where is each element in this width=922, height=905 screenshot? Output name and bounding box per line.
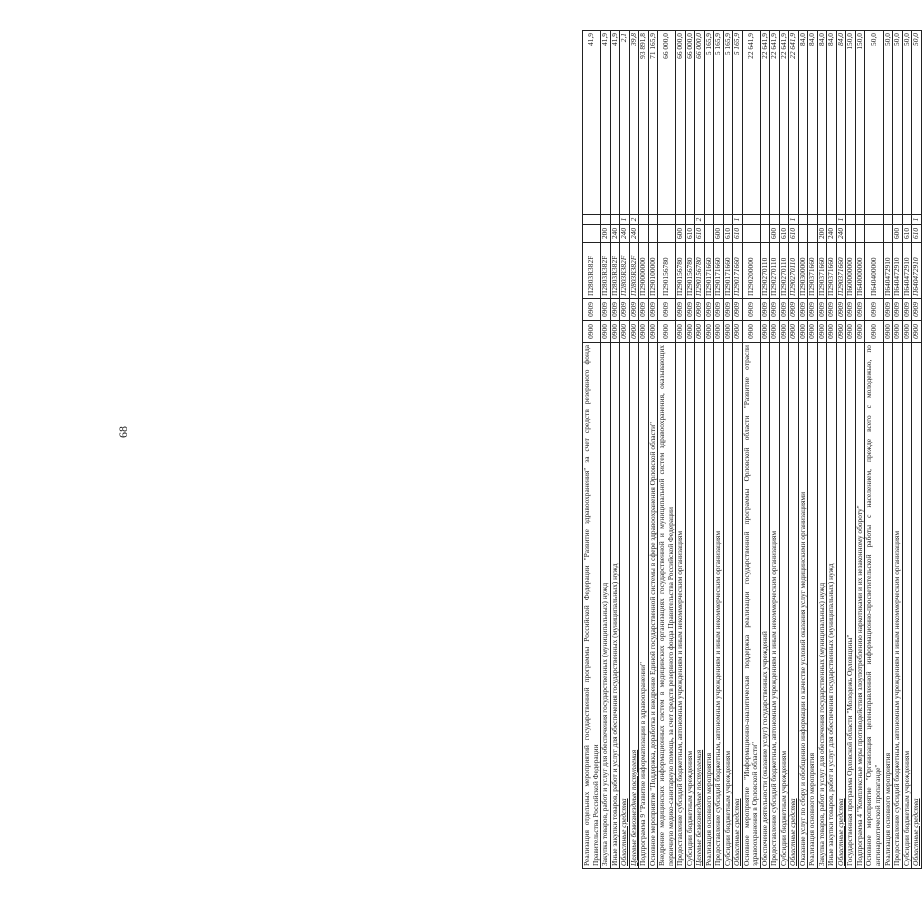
target-article-code: П640472910 (902, 243, 912, 299)
row-name: Субсидии бюджетным учреждениям (779, 343, 789, 869)
section-code: 0909 (789, 299, 799, 321)
page-number: 68 (116, 426, 130, 438)
grbs-code: 0900 (685, 321, 695, 343)
amount: 84,0 (817, 31, 827, 215)
row-name: Государственная программа Орловской области "Молодежь Орловщины" (846, 343, 856, 869)
amount: 22 641,9 (742, 31, 760, 215)
target-article-code: П290270110 (789, 243, 799, 299)
grbs-code: 0900 (846, 321, 856, 343)
amount: 2,1 (620, 31, 630, 215)
amount: 22 641,9 (760, 31, 770, 215)
row-name: Иные закупки товаров, работ и услуг для обеспечения государственных (муниципальных) нужд (610, 343, 620, 869)
target-article-code: П290200000 (742, 243, 760, 299)
grbs-code: 0900 (733, 321, 743, 343)
grbs-code: 0900 (827, 321, 837, 343)
target-article-code: П290156780 (658, 243, 676, 299)
row-name: Субсидии бюджетным учреждениям (685, 343, 695, 869)
target-article-code: П290156780 (695, 243, 705, 299)
funding-source-code (601, 215, 611, 225)
amount: 22 641,9 (779, 31, 789, 215)
funding-source-code (770, 215, 780, 225)
grbs-code: 0900 (714, 321, 724, 343)
target-article-code: П2803R382F (620, 243, 630, 299)
table-row (695, 31, 705, 869)
target-article-code: П600000000 (846, 243, 856, 299)
expense-type-code: 610 (912, 225, 922, 243)
funding-source-code (827, 215, 837, 225)
target-article-code: П640472910 (893, 243, 903, 299)
expense-type-code: 240 (836, 225, 846, 243)
row-name: Основное мероприятие "Поддержка, доработка и внедрение Единой государственной системы в сфере здравоохранения Орловской области" (648, 343, 658, 869)
grbs-code: 0900 (723, 321, 733, 343)
section-code: 0909 (827, 299, 837, 321)
funding-source-code (817, 215, 827, 225)
grbs-code: 0900 (912, 321, 922, 343)
target-article-code: П2803R382F (601, 243, 611, 299)
row-name: Областные средства (836, 343, 846, 869)
section-code: 0909 (817, 299, 827, 321)
amount: 93 891,8 (639, 31, 649, 215)
section-code: 0909 (610, 299, 620, 321)
table-row (808, 31, 818, 869)
grbs-code: 0900 (760, 321, 770, 343)
target-article-code: П290371660 (836, 243, 846, 299)
section-code: 0909 (865, 299, 883, 321)
row-name: Целевые безвозмездные поступления (629, 343, 639, 869)
amount: 5 165,9 (704, 31, 714, 215)
expense-type-code (639, 225, 649, 243)
funding-source-code (648, 215, 658, 225)
grbs-code: 0900 (798, 321, 808, 343)
section-code: 0909 (583, 299, 601, 321)
table-row (912, 31, 922, 869)
amount: 50,0 (865, 31, 883, 215)
table-row (583, 31, 601, 869)
row-name: Предоставление субсидий бюджетным, автономным учреждениям и иным некоммерческим организациям (676, 343, 686, 869)
row-name: Иные закупки товаров, работ и услуг для обеспечения государственных (муниципальных) нужд (827, 343, 837, 869)
funding-source-code: 1 (912, 215, 922, 225)
funding-source-code: 1 (620, 215, 630, 225)
grbs-code: 0900 (808, 321, 818, 343)
row-name: Областные средства (912, 343, 922, 869)
row-name: Предоставление субсидий бюджетным, автономным учреждениям и иным некоммерческим организациям (893, 343, 903, 869)
expense-type-code: 200 (817, 225, 827, 243)
section-code: 0909 (902, 299, 912, 321)
section-code: 0909 (685, 299, 695, 321)
target-article-code: П2803R382F (583, 243, 601, 299)
amount: 66 000,0 (658, 31, 676, 215)
table-row (610, 31, 620, 869)
funding-source-code (846, 215, 856, 225)
table-row (639, 31, 649, 869)
table-row (676, 31, 686, 869)
grbs-code: 0900 (902, 321, 912, 343)
expense-type-code (846, 225, 856, 243)
expense-type-code: 610 (695, 225, 705, 243)
expense-type-code (583, 225, 601, 243)
section-code: 0909 (760, 299, 770, 321)
grbs-code: 0900 (855, 321, 865, 343)
row-name: Реализация основного мероприятия (704, 343, 714, 869)
grbs-code: 0900 (770, 321, 780, 343)
funding-source-code (658, 215, 676, 225)
expense-type-code: 610 (779, 225, 789, 243)
expense-type-code (658, 225, 676, 243)
expense-type-code: 240 (610, 225, 620, 243)
amount: 50,0 (893, 31, 903, 215)
section-code: 0909 (639, 299, 649, 321)
section-code: 0909 (883, 299, 893, 321)
expense-type-code (808, 225, 818, 243)
funding-source-code (883, 215, 893, 225)
row-name: Обеспечение деятельности (оказание услуг) государственных учреждений (760, 343, 770, 869)
table-row (798, 31, 808, 869)
table-row (893, 31, 903, 869)
section-code: 0909 (695, 299, 705, 321)
table-body (583, 31, 922, 869)
target-article-code: П290171660 (723, 243, 733, 299)
amount: 71 165,9 (648, 31, 658, 215)
amount: 84,0 (808, 31, 818, 215)
expense-type-code: 240 (827, 225, 837, 243)
row-name: Субсидии бюджетным учреждениям (902, 343, 912, 869)
grbs-code: 0900 (676, 321, 686, 343)
amount: 66 000,0 (685, 31, 695, 215)
target-article-code: П290300000 (798, 243, 808, 299)
amount: 50,0 (902, 31, 912, 215)
amount: 5 165,9 (733, 31, 743, 215)
target-article-code: П640472910 (912, 243, 922, 299)
expense-type-code (648, 225, 658, 243)
amount: 84,0 (836, 31, 846, 215)
grbs-code: 0900 (742, 321, 760, 343)
amount: 50,0 (883, 31, 893, 215)
section-code: 0909 (846, 299, 856, 321)
expense-type-code: 600 (676, 225, 686, 243)
target-article-code: П290371660 (827, 243, 837, 299)
section-code: 0909 (629, 299, 639, 321)
amount: 5 165,9 (714, 31, 724, 215)
grbs-code: 0900 (779, 321, 789, 343)
funding-source-code (760, 215, 770, 225)
target-article-code: П290270110 (779, 243, 789, 299)
target-article-code: П2803R382F (629, 243, 639, 299)
table-row (779, 31, 789, 869)
section-code: 0909 (855, 299, 865, 321)
table-row (902, 31, 912, 869)
funding-source-code: 2 (695, 215, 705, 225)
expense-type-code: 240 (620, 225, 630, 243)
expense-type-code: 600 (893, 225, 903, 243)
table-row (827, 31, 837, 869)
funding-source-code: 1 (733, 215, 743, 225)
row-name: Реализация основного мероприятия (808, 343, 818, 869)
expense-type-code (742, 225, 760, 243)
funding-source-code: 1 (789, 215, 799, 225)
funding-source-code (704, 215, 714, 225)
funding-source-code (583, 215, 601, 225)
section-code: 0909 (658, 299, 676, 321)
expense-type-code: 600 (714, 225, 724, 243)
amount: 150,0 (846, 31, 856, 215)
expense-type-code (865, 225, 883, 243)
table-row (685, 31, 695, 869)
row-name: Областные средства (620, 343, 630, 869)
target-article-code: П290000000 (639, 243, 649, 299)
expense-type-code: 610 (685, 225, 695, 243)
grbs-code: 0900 (648, 321, 658, 343)
target-article-code: П290371660 (817, 243, 827, 299)
target-article-code: П290171660 (714, 243, 724, 299)
amount: 41,9 (583, 31, 601, 215)
row-name: Основное мероприятие "Организация целенаправленной информационно-просветительской работы с населением, прежде всего с молодежью, по антинаркотической пропаганде" (865, 343, 883, 869)
amount: 39,8 (629, 31, 639, 215)
grbs-code: 0900 (620, 321, 630, 343)
amount: 84,0 (827, 31, 837, 215)
amount: 84,0 (798, 31, 808, 215)
funding-source-code (639, 215, 649, 225)
section-code: 0909 (798, 299, 808, 321)
row-name: Субсидии бюджетным учреждениям (723, 343, 733, 869)
row-name: Оказание услуг по сбору и обобщению информации о качестве условий оказания услуг медицинскими организациями (798, 343, 808, 869)
section-code: 0909 (620, 299, 630, 321)
target-article-code: П290270110 (760, 243, 770, 299)
grbs-code: 0900 (658, 321, 676, 343)
row-name: Внедрение медицинских информационных систем в медицинских организациях государственной и муниципальной систем здравоохранения, оказывающих первичную медико-санитарную помощь, за счет средств резервного фонда Правительства Российской Федерации (658, 343, 676, 869)
grbs-code: 0900 (893, 321, 903, 343)
target-article-code: П290100000 (648, 243, 658, 299)
section-code: 0909 (808, 299, 818, 321)
row-name: Закупка товаров, работ и услуг для обеспечения государственных (муниципальных) нужд (817, 343, 827, 869)
budget-table (582, 30, 922, 869)
rotated-page (582, 30, 922, 869)
funding-source-code (865, 215, 883, 225)
row-name: Целевые безвозмездные поступления (695, 343, 705, 869)
target-article-code: П290371660 (808, 243, 818, 299)
section-code: 0909 (912, 299, 922, 321)
target-article-code: П290171660 (733, 243, 743, 299)
amount: 66 000,0 (695, 31, 705, 215)
row-name: Областные средства (789, 343, 799, 869)
row-name: Предоставление субсидий бюджетным, автономным учреждениям и иным некоммерческим организациям (714, 343, 724, 869)
funding-source-code: 2 (629, 215, 639, 225)
target-article-code: П290156780 (685, 243, 695, 299)
funding-source-code (855, 215, 865, 225)
expense-type-code: 610 (733, 225, 743, 243)
amount: 50,0 (912, 31, 922, 215)
table-row (865, 31, 883, 869)
table-row (789, 31, 799, 869)
amount: 5 165,9 (723, 31, 733, 215)
grbs-code: 0900 (639, 321, 649, 343)
amount: 41,9 (610, 31, 620, 215)
row-name: Закупка товаров, работ и услуг для обеспечения государственных (муниципальных) нужд (601, 343, 611, 869)
target-article-code: П640000000 (855, 243, 865, 299)
amount: 22 641,9 (789, 31, 799, 215)
table-row (714, 31, 724, 869)
grbs-code: 0900 (836, 321, 846, 343)
target-article-code: П290270110 (770, 243, 780, 299)
expense-type-code: 240 (629, 225, 639, 243)
grbs-code: 0900 (629, 321, 639, 343)
grbs-code: 0900 (704, 321, 714, 343)
grbs-code: 0900 (789, 321, 799, 343)
funding-source-code (742, 215, 760, 225)
section-code: 0909 (648, 299, 658, 321)
grbs-code: 0900 (601, 321, 611, 343)
target-article-code: П290156780 (676, 243, 686, 299)
section-code: 0909 (770, 299, 780, 321)
table-row (658, 31, 676, 869)
row-name: Предоставление субсидий бюджетным, автономным учреждениям и иным некоммерческим организациям (770, 343, 780, 869)
section-code: 0909 (742, 299, 760, 321)
table-row (601, 31, 611, 869)
section-code: 0909 (779, 299, 789, 321)
amount: 41,9 (601, 31, 611, 215)
table-row (733, 31, 743, 869)
grbs-code: 0900 (883, 321, 893, 343)
table-row (742, 31, 760, 869)
row-name: Областные средства (733, 343, 743, 869)
amount: 22 641,9 (770, 31, 780, 215)
funding-source-code (676, 215, 686, 225)
section-code: 0909 (676, 299, 686, 321)
expense-type-code: 610 (902, 225, 912, 243)
section-code: 0909 (714, 299, 724, 321)
section-code: 0909 (836, 299, 846, 321)
amount: 66 000,0 (676, 31, 686, 215)
target-article-code: П640472910 (883, 243, 893, 299)
section-code: 0909 (893, 299, 903, 321)
target-article-code: П290171660 (704, 243, 714, 299)
row-name: Реализация основного мероприятия (883, 343, 893, 869)
table-row (723, 31, 733, 869)
table-row (620, 31, 630, 869)
funding-source-code (798, 215, 808, 225)
expense-type-code (855, 225, 865, 243)
expense-type-code: 600 (770, 225, 780, 243)
funding-source-code (808, 215, 818, 225)
grbs-code: 0900 (583, 321, 601, 343)
grbs-code: 0900 (817, 321, 827, 343)
grbs-code: 0900 (610, 321, 620, 343)
section-code: 0909 (601, 299, 611, 321)
row-name: Подпрограмма 4 "Комплексные меры противодействия злоупотреблению наркотиками и их незаконному обороту" (855, 343, 865, 869)
table-row (770, 31, 780, 869)
expense-type-code (798, 225, 808, 243)
funding-source-code (893, 215, 903, 225)
grbs-code: 0900 (695, 321, 705, 343)
grbs-code: 0900 (865, 321, 883, 343)
section-code: 0909 (723, 299, 733, 321)
funding-source-code (714, 215, 724, 225)
row-name: Реализация отдельных мероприятий государственной программы Российской Федерации "Развитие здравоохранения" за счет средств резервного фонда Правительства Российской Федерации (583, 343, 601, 869)
row-name: Подпрограмма 9 "Развитие информатизации в здравоохранении" (639, 343, 649, 869)
expense-type-code: 200 (601, 225, 611, 243)
amount: 150,0 (855, 31, 865, 215)
row-name: Основное мероприятие "Информационно-аналитическая поддержка реализации государственной программы Орловской области "Развитие отрасли здравоохранения в Орловской области" (742, 343, 760, 869)
expense-type-code: 610 (723, 225, 733, 243)
expense-type-code: 610 (789, 225, 799, 243)
section-code: 0909 (704, 299, 714, 321)
target-article-code: П2803R382F (610, 243, 620, 299)
section-code: 0909 (733, 299, 743, 321)
funding-source-code: 1 (836, 215, 846, 225)
target-article-code: П640400000 (865, 243, 883, 299)
